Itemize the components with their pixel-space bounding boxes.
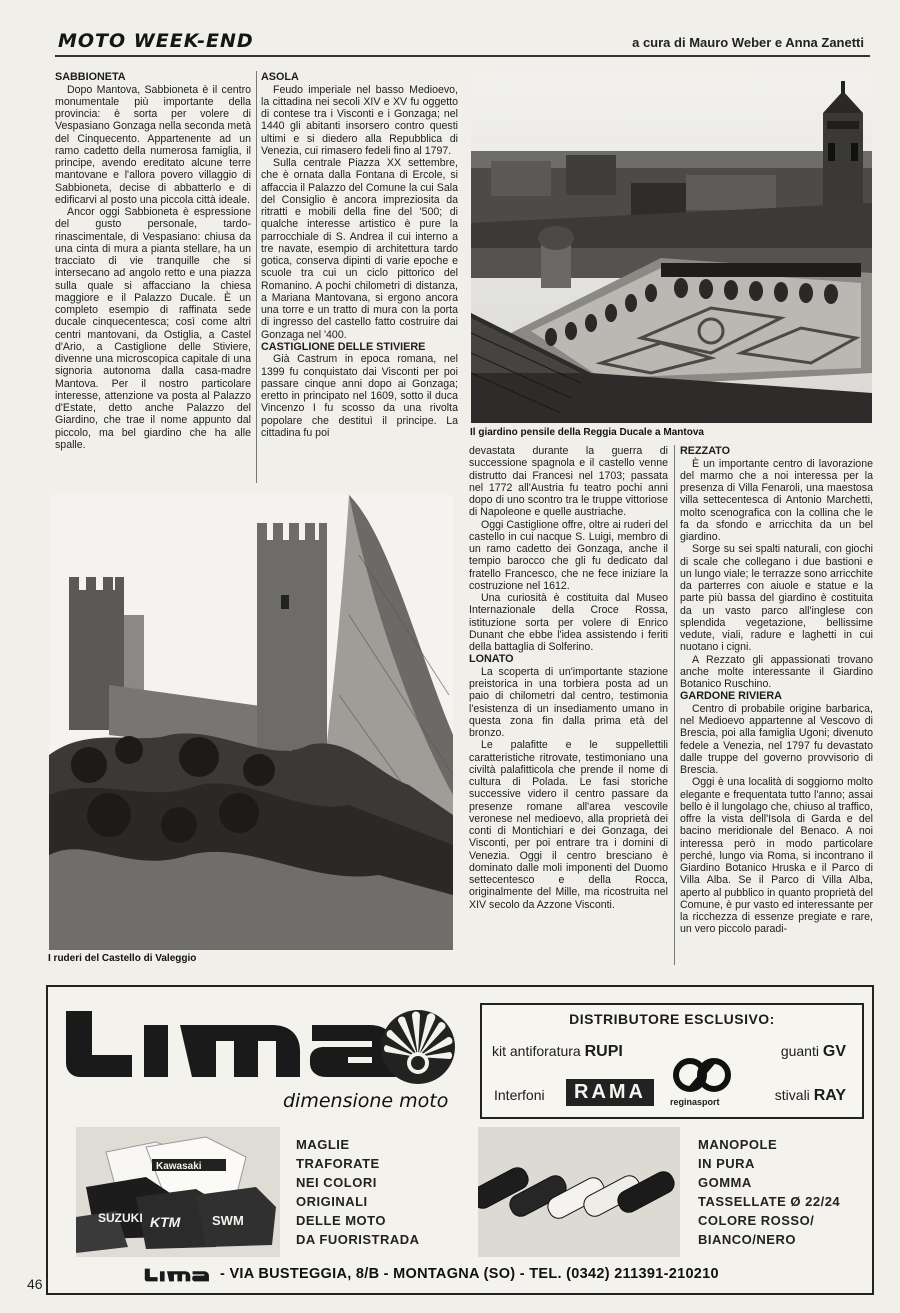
column-4 — [680, 445, 873, 965]
distributor-title: DISTRIBUTORE ESCLUSIVO: — [569, 1011, 775, 1027]
paragraph: Feudo imperiale nel basso Medioevo, la cittadina nei secoli XIV e XV fu oggetto di contese tra i Visconti e i Gonzaga; nel 1440 gli abitanti insorsero contro questi ultimi e si diedero alla Repubblica di Venezia, cui rimasero fedeli fino al 1797. — [261, 83, 458, 157]
paragraph: Già Castrum in epoca romana, nel 1399 fu conquistato dai Visconti per poi passare cinque anni dopo ai Gonzaga; eretto in principato nel 1609, sotto il duca Vincenzo I fu scosso da una rivolta popolare che destituì il principe. La cittadina fu poi — [261, 353, 458, 439]
castle-ruins-illustration — [49, 495, 453, 950]
grips-photo — [478, 1127, 680, 1257]
lima-logo — [62, 1009, 422, 1079]
jerseys-text: MAGLIE TRAFORATE NEI COLORI ORIGINALI DELLE MOTO DA FUORISTRADA — [296, 1137, 420, 1247]
jerseys-photo — [76, 1127, 280, 1257]
paragraph: A Rezzato gli appassionati trovano anche molte interessante il Giardino Botanico Ruschino. — [680, 653, 873, 690]
paragraph: Sorge su sei spalti naturali, con giochi di scale che collegano i due bastioni e un lungo viale; le terrazze sono arricchite da parterres con aiuole e statue e la parte più bassa del giardino è costituita da un vasto parco all'inglese con splendida vegetazione, bellissime vedute, viali, radure e laghetti in cui nuotano i cigni. — [680, 543, 873, 654]
ray-line: stivali RAY — [774, 1087, 846, 1104]
suzuki-label: SUZUKI — [98, 1211, 143, 1225]
header-rule — [55, 55, 870, 57]
rama-line: Interfoni — [494, 1087, 545, 1103]
section-title: MOTO WEEK-END — [58, 30, 254, 52]
credits: a cura di Mauro Weber e Anna Zanetti — [632, 35, 864, 50]
distributor-box — [480, 1003, 864, 1119]
paragraph: devastata durante la guerra di successione spagnola e il castello venne distrutto dai Francesi nel 1703; passata nel 1772 all'Austria fu teatro pochi anni dopo di uno scontro tra le truppe vittoriose di Napoleone e quelle austriache. — [469, 445, 668, 519]
column-2 — [261, 71, 458, 483]
heading-asola: ASOLA — [261, 71, 299, 83]
heading-lonato: LONATO — [469, 653, 514, 666]
heading-gardone: GARDONE RIVIERA — [680, 690, 782, 703]
paragraph: Oggi Castiglione offre, oltre ai ruderi del castello in cui nacque S. Luigi, membro di un ramo cadetto dei Gonzaga, anche il tempio barocco che gli fu dedicato dal fratello Francesco, che ne fece iniziare la costruzione nel 1612. — [469, 518, 668, 592]
swm-label: SWM — [212, 1213, 244, 1228]
lima-advertisement — [46, 985, 874, 1295]
paragraph: Oggi è una località di soggiorno molto elegante e frequentata tutto l'anno; assai bello è il lungolago che, chiuso al traffico, offre la vista dell'Isola di Garda e del bacino meridionale del Benaco. A noi interessa però in modo particolare perché, lungo via Roma, si incontrano il Giardino Botanico Hruska e il Parco di Villa Alba. Se il Parco di Villa Alba, aperto al pubblico in quanto proprietà del Comune, è pur vasto ed interessante per la ricchezza di essenze pregiate e rare, un vero piccolo paradi- — [680, 776, 873, 936]
heading-sabbioneta: SABBIONETA — [55, 71, 126, 83]
paragraph: Centro di probabile origine barbarica, nel Medioevo appartenne al Vescovo di Brescia, poi alla famiglia Ugoni; divenuto fedele a Venezia, nel 1797 fu devastato dalle truppe del governo provvisorio di Brescia. — [680, 702, 873, 776]
paragraph: Le palafitte e le suppellettili caratteristiche ritrovate, testimoniano una civiltà palafitticola che prende il nome di cultura di Polada. Le fasi storiche successive videro il centro passare da presenze romane all'area vescovile veronese nel medioevo, alla proprietà dei conti di Montichiari e dei Gonzaga, dei Visconti, per poi entrare tra i domini di Venezia. Oggi il centro bresciano è dominato dalle moli imponenti del Duomo settecentesco e della Rocca, originalmente del Mille, ma ricostruita nel XIV secolo da Azzone Visconti. — [469, 739, 668, 911]
paragraph: Sulla centrale Piazza XX settembre, che è ornata dalla Fontana di Ercole, si affaccia il Palazzo del Comune la cui Sala del Consiglio è ancora impreziosita da ritratti e mobili della fine del '500; di qualche interesse artistico è pure la parrocchiale di S. Andrea il cui interno a tre navate, esempio di architettura tardo gotica, conserva dipinti di varie epoche e scuole tra cui un ciclo pittorico del Romanino. A pochi chilometri di distanza, a Mariana Mantovana, si ergono ancora una torre e un tratto di mura con la porta di ingresso del castello fatto costruire dai Gonzaga nel '400. — [261, 157, 458, 341]
jerseys-illustration — [76, 1127, 280, 1257]
kawasaki-label: Kawasaki — [156, 1161, 202, 1172]
column-3 — [469, 445, 668, 965]
caption-castle: I ruderi del Castello di Valeggio — [48, 953, 197, 964]
paragraph: Dopo Mantova, Sabbioneta è il centro monumentale più importante della provincia: è sorta per volere di Vespasiano Gonzaga nella seconda metà del Cinquecento. Appartenente ad un ramo cadetto della numerosa famiglia, il principe, avendo ereditato alcune terre mantovane e l'allora povero villaggio di Sabbioneta, decise di abbatterlo e di edificarvi al posto una piccola città ideale. — [55, 83, 251, 206]
garden-photo — [471, 73, 872, 423]
gv-brand: GV — [822, 1043, 846, 1060]
reginasport-label: reginasport — [670, 1097, 720, 1107]
ktm-label: KTM — [150, 1214, 181, 1230]
paragraph: Una curiosità è costituita dal Museo Internazionale della Croce Rossa, istituzione sorta per volere di Enrico Dunant che ebbe l'idea assistendo i feriti della battaglia di Solferino. — [469, 592, 668, 653]
tagline: dimensione moto — [283, 1090, 449, 1112]
lima-wordmark — [62, 1009, 422, 1079]
paragraph: Ancor oggi Sabbioneta è espressione del gusto personale, tardo-rinascimentale, di Vespasiano: chiusa da una cinta di mura a pianta stellare, ha un tracciato di vie tranquille che si intersecano ad angolo retto e una piazza sulla quale si affacciano la chiesa maggiore e il Palazzo Ducale. È un completo esempio di raffinata sede ducale cinquecentesca; così come altri centri mantovani, da Ostiglia, a Castel d'Ario, a Castiglione delle Stiviere, divenne una microscopica capitale di una signoria autonoma dalla casa-madre Mantova. Per il nostro particolare interesse, attenzione va posta al Palazzo d'Estate, detto anche Palazzo del Giardino, che trae il nome appunto dal piccolo, ma bel giardino che ha alle spalle. — [55, 206, 251, 451]
grips-illustration — [478, 1127, 680, 1257]
footer-lima-logo — [144, 1265, 214, 1285]
rupi-line: kit antiforatura RUPI — [492, 1043, 623, 1060]
paragraph: È un importante centro di lavorazione del marmo che a noi interessa per la presenza di Villa Fenaroli, una maestosa villa settecentesca di Antonio Marchetti, molto scenografica con la collina che le fa da sfondo e arricchita da un bel giardino. — [680, 457, 873, 543]
page-number: 46 — [27, 1276, 43, 1292]
footer-address: - VIA BUSTEGGIA, 8/B - MONTAGNA (SO) - TEL. (0342) 211391-210210 — [220, 1266, 719, 1282]
column-1 — [55, 71, 251, 483]
gv-line: guanti GV — [780, 1043, 846, 1060]
grips-text: MANOPOLE IN PURA GOMMA TASSELLATE Ø 22/24 COLORE ROSSO/ BIANCO/NERO — [698, 1137, 841, 1247]
sunburst-logo-icon — [378, 1007, 458, 1087]
rupi-brand: RUPI — [584, 1043, 623, 1060]
column-divider — [674, 445, 675, 965]
caption-garden: Il giardino pensile della Reggia Ducale a Mantova — [470, 427, 704, 438]
rama-brand: RAMA — [566, 1079, 654, 1106]
palace-garden-illustration — [471, 73, 872, 423]
column-divider — [256, 71, 257, 483]
paragraph: La scoperta di un'importante stazione preistorica in una torbiera posta ad un paio di chilometri dal centro, testimonia l'esistenza di un insediamento umano in questa zona fin dalla prima età del bronzo. — [469, 665, 668, 739]
heading-rezzato: REZZATO — [680, 445, 730, 457]
ray-brand: RAY — [813, 1087, 846, 1104]
reginasport-logo-icon — [672, 1057, 732, 1097]
heading-castiglione: CASTIGLIONE DELLE STIVIERE — [261, 340, 426, 353]
castle-photo — [49, 495, 453, 950]
